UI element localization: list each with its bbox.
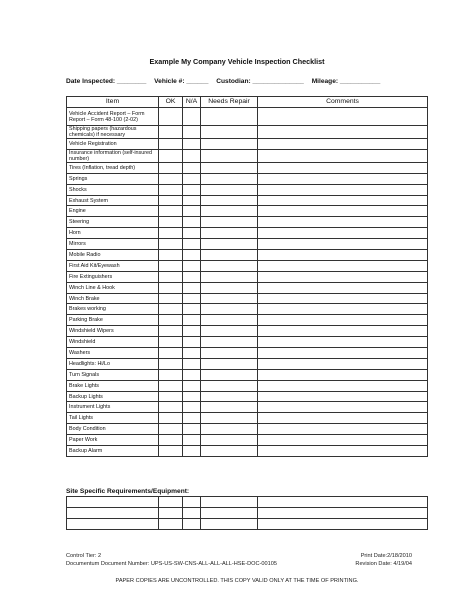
- table-row: [67, 260, 428, 271]
- table-row: [67, 358, 428, 369]
- ok-cell[interactable]: [159, 424, 183, 435]
- item-label: Backup Alarm: [67, 446, 159, 457]
- na-cell[interactable]: [183, 326, 201, 337]
- site-row: [67, 508, 428, 519]
- ok-cell[interactable]: [159, 413, 183, 424]
- ok-cell[interactable]: [159, 250, 183, 261]
- header-fields: [66, 78, 426, 85]
- needs-repair-cell[interactable]: [201, 126, 258, 139]
- na-cell[interactable]: [183, 260, 201, 271]
- document-title: Example My Company Vehicle Inspection Checklist: [149, 57, 325, 66]
- comments-cell[interactable]: [258, 271, 428, 282]
- needs-repair-cell[interactable]: [201, 239, 258, 250]
- uncontrolled-notice: PAPER COPIES ARE UNCONTROLLED. THIS COPY VALID ONLY AT THE TIME OF PRINTING.: [115, 578, 359, 584]
- item-label: First Aid Kit/Eyewash: [67, 260, 159, 271]
- ok-cell[interactable]: [159, 304, 183, 315]
- comments-cell[interactable]: [258, 108, 428, 126]
- site-row: [67, 497, 428, 508]
- comments-cell[interactable]: [258, 358, 428, 369]
- na-cell[interactable]: [183, 271, 201, 282]
- site-requirements-body: [67, 497, 428, 530]
- item-label: Windshield Wipers: [67, 326, 159, 337]
- table-row: [67, 126, 428, 139]
- site-na-cell[interactable]: [183, 497, 201, 508]
- na-cell[interactable]: [183, 424, 201, 435]
- document-number: Documentum Document Number: UPS-US-SW-CNS-ALL-ALL-ALL-HSE-DOC-00105: [66, 561, 277, 567]
- needs-repair-cell[interactable]: [201, 402, 258, 413]
- item-label: Springs: [67, 173, 159, 184]
- na-cell[interactable]: [183, 126, 201, 139]
- ok-cell[interactable]: [159, 173, 183, 184]
- site-ok-cell[interactable]: [159, 519, 183, 530]
- table-row: [67, 271, 428, 282]
- site-comments-cell[interactable]: [258, 519, 428, 530]
- comments-cell[interactable]: [258, 250, 428, 261]
- ok-cell[interactable]: [159, 282, 183, 293]
- na-cell[interactable]: [183, 228, 201, 239]
- na-cell[interactable]: [183, 184, 201, 195]
- site-repair-cell[interactable]: [201, 497, 258, 508]
- na-cell[interactable]: [183, 139, 201, 150]
- na-cell[interactable]: [183, 206, 201, 217]
- comments-cell[interactable]: [258, 435, 428, 446]
- needs-repair-cell[interactable]: [201, 282, 258, 293]
- item-label: Shipping papers (hazardous chemicals) if necessary: [67, 126, 159, 139]
- needs-repair-cell[interactable]: [201, 206, 258, 217]
- comments-cell[interactable]: [258, 446, 428, 457]
- na-cell[interactable]: [183, 435, 201, 446]
- na-cell[interactable]: [183, 348, 201, 359]
- comments-cell[interactable]: [258, 369, 428, 380]
- custodian-field: Custodian: ______________: [216, 78, 304, 85]
- table-row: [67, 139, 428, 150]
- item-label: Exhaust System: [67, 195, 159, 206]
- table-row: [67, 424, 428, 435]
- ok-cell[interactable]: [159, 139, 183, 150]
- ok-cell[interactable]: [159, 348, 183, 359]
- item-label: Horn: [67, 228, 159, 239]
- table-header-row: [67, 97, 428, 108]
- comments-cell[interactable]: [258, 282, 428, 293]
- item-label: Shocks: [67, 184, 159, 195]
- item-label: Engine: [67, 206, 159, 217]
- ok-cell[interactable]: [159, 369, 183, 380]
- needs-repair-cell[interactable]: [201, 315, 258, 326]
- needs-repair-cell[interactable]: [201, 348, 258, 359]
- ok-cell[interactable]: [159, 446, 183, 457]
- site-ok-cell[interactable]: [159, 508, 183, 519]
- site-comments-cell[interactable]: [258, 497, 428, 508]
- table-row: [67, 228, 428, 239]
- site-comments-cell[interactable]: [258, 508, 428, 519]
- na-cell[interactable]: [183, 239, 201, 250]
- ok-cell[interactable]: [159, 315, 183, 326]
- header-needs-repair: Needs Repair: [201, 97, 258, 108]
- comments-cell[interactable]: [258, 380, 428, 391]
- item-label: Mirrors: [67, 239, 159, 250]
- needs-repair-cell[interactable]: [201, 369, 258, 380]
- ok-cell[interactable]: [159, 435, 183, 446]
- ok-cell[interactable]: [159, 217, 183, 228]
- needs-repair-cell[interactable]: [201, 162, 258, 173]
- site-ok-cell[interactable]: [159, 497, 183, 508]
- table-row: [67, 413, 428, 424]
- site-requirements-table: [66, 496, 428, 530]
- comments-cell[interactable]: [258, 293, 428, 304]
- item-label: Windshield: [67, 337, 159, 348]
- ok-cell[interactable]: [159, 293, 183, 304]
- needs-repair-cell[interactable]: [201, 139, 258, 150]
- needs-repair-cell[interactable]: [201, 184, 258, 195]
- na-cell[interactable]: [183, 413, 201, 424]
- item-label: Brake Lights: [67, 380, 159, 391]
- site-row: [67, 519, 428, 530]
- comments-cell[interactable]: [258, 162, 428, 173]
- comments-cell[interactable]: [258, 402, 428, 413]
- comments-cell[interactable]: [258, 139, 428, 150]
- item-label: Steering: [67, 217, 159, 228]
- na-cell[interactable]: [183, 380, 201, 391]
- comments-cell[interactable]: [258, 424, 428, 435]
- needs-repair-cell[interactable]: [201, 250, 258, 261]
- needs-repair-cell[interactable]: [201, 391, 258, 402]
- item-label: Paper Work: [67, 435, 159, 446]
- na-cell[interactable]: [183, 358, 201, 369]
- table-row: [67, 217, 428, 228]
- comments-cell[interactable]: [258, 326, 428, 337]
- comments-cell[interactable]: [258, 126, 428, 139]
- comments-cell[interactable]: [258, 173, 428, 184]
- table-row: [67, 348, 428, 359]
- item-label: Headlights: Hi/Lo: [67, 358, 159, 369]
- comments-cell[interactable]: [258, 184, 428, 195]
- table-row: [67, 380, 428, 391]
- na-cell[interactable]: [183, 108, 201, 126]
- na-cell[interactable]: [183, 391, 201, 402]
- table-row: [67, 293, 428, 304]
- table-row: [67, 184, 428, 195]
- item-label: Insurance information (self-insured number): [67, 149, 159, 162]
- item-label: Vehicle Accident Report – Form Report – Form 48-100 (2-02): [67, 108, 159, 126]
- needs-repair-cell[interactable]: [201, 304, 258, 315]
- needs-repair-cell[interactable]: [201, 293, 258, 304]
- table-body: [67, 108, 428, 457]
- table-row: [67, 435, 428, 446]
- item-label: Parking Brake: [67, 315, 159, 326]
- table-row: [67, 446, 428, 457]
- needs-repair-cell[interactable]: [201, 446, 258, 457]
- site-repair-cell[interactable]: [201, 519, 258, 530]
- table-row: [67, 337, 428, 348]
- comments-cell[interactable]: [258, 260, 428, 271]
- comments-cell[interactable]: [258, 304, 428, 315]
- item-label: Instrument Lights: [67, 402, 159, 413]
- item-label: Mobile Radio: [67, 250, 159, 261]
- na-cell[interactable]: [183, 282, 201, 293]
- ok-cell[interactable]: [159, 402, 183, 413]
- ok-cell[interactable]: [159, 228, 183, 239]
- ok-cell[interactable]: [159, 391, 183, 402]
- table-row: [67, 369, 428, 380]
- comments-cell[interactable]: [258, 315, 428, 326]
- na-cell[interactable]: [183, 149, 201, 162]
- table-row: [67, 402, 428, 413]
- item-label: Tail Lights: [67, 413, 159, 424]
- control-tier: Control Tier: 2: [66, 553, 102, 559]
- na-cell[interactable]: [183, 173, 201, 184]
- table-row: [67, 108, 428, 126]
- needs-repair-cell[interactable]: [201, 380, 258, 391]
- comments-cell[interactable]: [258, 337, 428, 348]
- comments-cell[interactable]: [258, 149, 428, 162]
- ok-cell[interactable]: [159, 184, 183, 195]
- na-cell[interactable]: [183, 369, 201, 380]
- date-inspected-field: Date Inspected: ________: [66, 78, 147, 85]
- inspection-table: [66, 96, 428, 457]
- na-cell[interactable]: [183, 217, 201, 228]
- na-cell[interactable]: [183, 304, 201, 315]
- site-na-cell[interactable]: [183, 508, 201, 519]
- item-label: Washers: [67, 348, 159, 359]
- site-item-cell[interactable]: [67, 508, 159, 519]
- item-label: Backup Lights: [67, 391, 159, 402]
- table-row: [67, 173, 428, 184]
- table-row: [67, 162, 428, 173]
- ok-cell[interactable]: [159, 358, 183, 369]
- table-row: [67, 282, 428, 293]
- ok-cell[interactable]: [159, 380, 183, 391]
- ok-cell[interactable]: [159, 271, 183, 282]
- needs-repair-cell[interactable]: [201, 217, 258, 228]
- table-row: [67, 206, 428, 217]
- needs-repair-cell[interactable]: [201, 108, 258, 126]
- ok-cell[interactable]: [159, 260, 183, 271]
- comments-cell[interactable]: [258, 348, 428, 359]
- needs-repair-cell[interactable]: [201, 228, 258, 239]
- table-row: [67, 315, 428, 326]
- ok-cell[interactable]: [159, 108, 183, 126]
- needs-repair-cell[interactable]: [201, 413, 258, 424]
- na-cell[interactable]: [183, 402, 201, 413]
- ok-cell[interactable]: [159, 326, 183, 337]
- comments-cell[interactable]: [258, 228, 428, 239]
- comments-cell[interactable]: [258, 195, 428, 206]
- comments-cell[interactable]: [258, 413, 428, 424]
- table-row: [67, 195, 428, 206]
- comments-cell[interactable]: [258, 391, 428, 402]
- na-cell[interactable]: [183, 162, 201, 173]
- site-na-cell[interactable]: [183, 519, 201, 530]
- revision-date: Revision Date: 4/19/04: [355, 561, 412, 567]
- na-cell[interactable]: [183, 446, 201, 457]
- header-item: Item: [67, 97, 159, 108]
- needs-repair-cell[interactable]: [201, 358, 258, 369]
- needs-repair-cell[interactable]: [201, 424, 258, 435]
- site-repair-cell[interactable]: [201, 508, 258, 519]
- header-ok: OK: [159, 97, 183, 108]
- needs-repair-cell[interactable]: [201, 173, 258, 184]
- table-row: [67, 391, 428, 402]
- item-label: Body Condition: [67, 424, 159, 435]
- ok-cell[interactable]: [159, 195, 183, 206]
- item-label: Tires (Inflation, tread depth): [67, 162, 159, 173]
- item-label: Vehicle Registration: [67, 139, 159, 150]
- needs-repair-cell[interactable]: [201, 271, 258, 282]
- item-label: Brakes working: [67, 304, 159, 315]
- ok-cell[interactable]: [159, 206, 183, 217]
- item-label: Winch Line & Hook: [67, 282, 159, 293]
- table-row: [67, 149, 428, 162]
- vehicle-number-field: Vehicle #: ______: [154, 78, 209, 85]
- table-row: [67, 304, 428, 315]
- na-cell[interactable]: [183, 293, 201, 304]
- na-cell[interactable]: [183, 315, 201, 326]
- site-requirements-title: Site Specific Requirements/Equipment:: [66, 488, 190, 495]
- needs-repair-cell[interactable]: [201, 260, 258, 271]
- print-date: Print Date:2/18/2010: [360, 553, 412, 559]
- site-item-cell[interactable]: [67, 519, 159, 530]
- needs-repair-cell[interactable]: [201, 149, 258, 162]
- ok-cell[interactable]: [159, 239, 183, 250]
- needs-repair-cell[interactable]: [201, 435, 258, 446]
- item-label: Fire Extinguishers: [67, 271, 159, 282]
- ok-cell[interactable]: [159, 126, 183, 139]
- needs-repair-cell[interactable]: [201, 326, 258, 337]
- comments-cell[interactable]: [258, 239, 428, 250]
- comments-cell[interactable]: [258, 206, 428, 217]
- item-label: Turn Signals: [67, 369, 159, 380]
- table-row: [67, 239, 428, 250]
- ok-cell[interactable]: [159, 337, 183, 348]
- table-row: [67, 326, 428, 337]
- na-cell[interactable]: [183, 195, 201, 206]
- table-row: [67, 250, 428, 261]
- comments-cell[interactable]: [258, 217, 428, 228]
- header-comments: Comments: [258, 97, 428, 108]
- site-item-cell[interactable]: [67, 497, 159, 508]
- header-na: N/A: [183, 97, 201, 108]
- needs-repair-cell[interactable]: [201, 337, 258, 348]
- ok-cell[interactable]: [159, 149, 183, 162]
- na-cell[interactable]: [183, 337, 201, 348]
- ok-cell[interactable]: [159, 162, 183, 173]
- na-cell[interactable]: [183, 250, 201, 261]
- mileage-field: Mileage: ___________: [311, 78, 381, 85]
- needs-repair-cell[interactable]: [201, 195, 258, 206]
- item-label: Winch Brake: [67, 293, 159, 304]
